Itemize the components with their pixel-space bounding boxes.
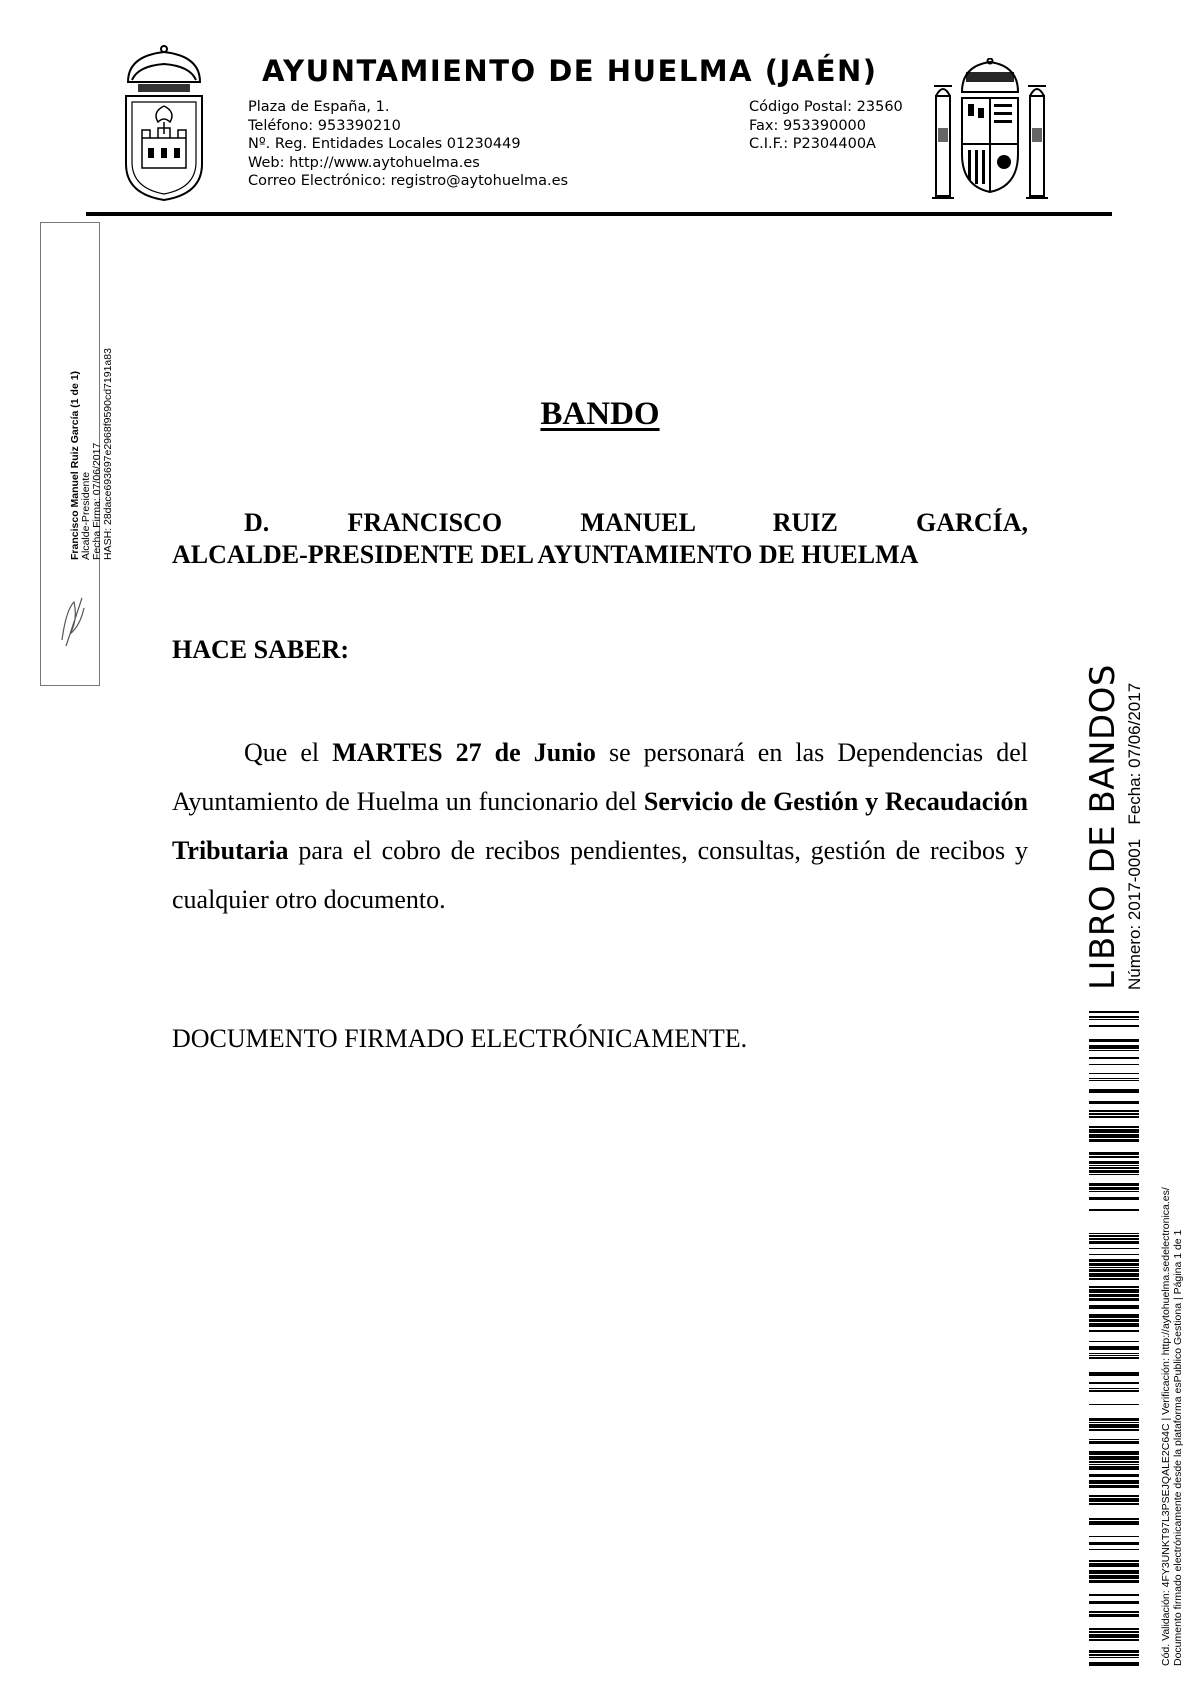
barcode-bar (1089, 1259, 1139, 1262)
barcode-bar (1089, 1657, 1139, 1658)
barcode-bar (1089, 1089, 1139, 1093)
barcode-bar (1089, 1209, 1139, 1211)
barcode-bar (1089, 1485, 1139, 1488)
barcode-bar (1089, 1474, 1139, 1477)
barcode-bar (1089, 1064, 1139, 1065)
barcode-bar (1089, 1187, 1139, 1190)
barcode-bar (1089, 1382, 1139, 1384)
barcode-bar (1089, 1542, 1139, 1545)
barcode-bar (1089, 1650, 1139, 1653)
barcode-bar (1089, 1319, 1139, 1322)
barcode-bar (1089, 1662, 1139, 1666)
barcode-bar (1089, 1126, 1139, 1128)
barcode-bar (1089, 1025, 1139, 1027)
barcode-bar (1089, 1580, 1139, 1583)
barcode-bar (1089, 1503, 1139, 1505)
registry-date: Fecha: 07/06/2017 (1125, 682, 1144, 825)
para-text-2: se personará en las Dependencias del Ayuntamiento de Huelma un funcionario del (172, 738, 1028, 816)
barcode-bar (1089, 1639, 1139, 1641)
barcode-bar (1089, 1390, 1139, 1392)
barcode-bar (1089, 1441, 1139, 1444)
barcode-bar (1089, 1404, 1139, 1405)
barcode-bar (1089, 1080, 1139, 1081)
verification-text (1160, 1187, 1184, 1666)
barcode-bar (1089, 1631, 1139, 1633)
barcode-bar (1089, 1139, 1139, 1142)
barcode-bar (1089, 1045, 1139, 1049)
barcode-bar (1089, 1286, 1139, 1288)
barcode-bar (1089, 1346, 1139, 1350)
barcode-bar (1089, 1183, 1139, 1186)
barcode-bar (1089, 1353, 1139, 1354)
huelma-coat-of-arms (118, 44, 210, 204)
stamp-signer: Francisco Manuel Ruiz García (1 de 1) (69, 370, 81, 560)
barcode-bar (1089, 1594, 1139, 1596)
barcode-bar (1089, 1330, 1139, 1332)
barcode-bar (1089, 1323, 1139, 1327)
barcode-bar (1089, 1495, 1139, 1497)
barcode-bar (1089, 1451, 1139, 1455)
registry-number: Número: 2017-0001 (1125, 838, 1144, 990)
barcode-bar (1089, 1536, 1139, 1537)
barcode-bar (1089, 1601, 1139, 1604)
mayor-heading (172, 507, 1028, 571)
barcode-bar (1089, 1057, 1139, 1059)
barcode-bar (1089, 1464, 1139, 1465)
verification-line-1: Cód. Validación: 4FY3UNKT97L3PSEJQALE2C64C | Verificación: http://aytohuelma.sedelectronica.es/ (1160, 1187, 1172, 1666)
barcode-bar (1089, 1560, 1139, 1562)
barcode-bar (1089, 1116, 1139, 1118)
barcode-bar (1089, 1233, 1139, 1234)
para-date: MARTES 27 de Junio (332, 738, 596, 767)
barcode-bar (1089, 1654, 1139, 1656)
barcode-bar (1089, 1273, 1139, 1277)
barcode-bar (1089, 1156, 1139, 1158)
contact-left (248, 98, 568, 191)
barcode-bar (1089, 1634, 1139, 1638)
barcode-bar (1089, 1357, 1139, 1359)
registry-book-label: LIBRO DE BANDOS (1083, 663, 1123, 990)
barcode-bar (1089, 1073, 1139, 1074)
stamp-date: Fecha Firma: 07/06/2017 (91, 442, 103, 560)
barcode-bar (1089, 1248, 1139, 1249)
barcode-bar (1089, 1614, 1139, 1617)
barcode-bar (1089, 1521, 1139, 1525)
verification-line-2: Documento firmado electrónicamente desde la plataforma esPublico Gestiona | Página 1 de 1 (1172, 1229, 1184, 1666)
barcode-bar (1089, 1269, 1139, 1272)
barcode-bar (1089, 1518, 1139, 1520)
local-entity-registry: Nº. Reg. Entidades Locales 01230449 (248, 136, 521, 152)
barcode-bar (1089, 1039, 1139, 1042)
stamp-role: Alcalde-Presidente (80, 471, 92, 560)
barcode-bar (1089, 1429, 1139, 1431)
cif: C.I.F.: P2304400A (749, 136, 876, 152)
address: Plaza de España, 1. (248, 99, 390, 115)
barcode-bar (1089, 1480, 1139, 1484)
barcode-bar (1089, 1129, 1139, 1133)
barcode-bar (1089, 1422, 1139, 1423)
barcode-bar (1089, 1611, 1139, 1613)
registry-book-meta (1125, 683, 1145, 990)
announcement-paragraph (172, 728, 1028, 924)
barcode-bar (1089, 1165, 1139, 1166)
barcode-bar (1089, 1294, 1139, 1297)
email: Correo Electrónico: registro@aytohuelma.es (248, 173, 569, 189)
barcode-bar (1089, 1267, 1139, 1268)
barcode-bar (1089, 1314, 1139, 1318)
contact-right (749, 98, 903, 154)
para-text-3: para el cobro de recibos pendientes, consultas, gestión de recibos y cualquier otro documento. (172, 836, 1028, 914)
barcode-bar (1089, 1016, 1139, 1018)
barcode-bar (1089, 1235, 1139, 1237)
barcode-bar (1089, 1152, 1139, 1155)
barcode-bar (1089, 1549, 1139, 1550)
barcode-bar (1089, 1167, 1139, 1169)
barcode-bar (1089, 1241, 1139, 1244)
barcode-bar (1089, 1305, 1139, 1309)
barcode-bar (1089, 1110, 1139, 1112)
barcode-bar (1089, 1174, 1139, 1175)
phone: Teléfono: 953390210 (248, 117, 401, 134)
barcode-bar (1089, 1456, 1139, 1460)
para-service: Servicio de Gestión y Recaudación Tributaria (172, 787, 1028, 865)
barcode-bar (1089, 1570, 1139, 1574)
document-title: BANDO (540, 396, 660, 432)
barcode-bar (1089, 1011, 1139, 1013)
header-divider (86, 212, 1112, 216)
mayor-title: ALCALDE-PRESIDENTE DEL AYUNTAMIENTO DE HUELMA (172, 540, 919, 569)
spain-coat-of-arms (932, 58, 1048, 206)
barcode-bar (1089, 1563, 1139, 1567)
mayor-name: D. FRANCISCO MANUEL RUIZ GARCÍA, (244, 508, 1028, 537)
barcode-bar (1089, 1439, 1139, 1440)
barcode-bar (1089, 1289, 1139, 1293)
barcode-bar (1089, 1498, 1139, 1502)
postal-code: Código Postal: 23560 (749, 99, 903, 115)
barcode-bar (1089, 1238, 1139, 1240)
header-title: AYUNTAMIENTO DE HUELMA (JAÉN) (262, 54, 878, 88)
barcode-bar (1089, 1197, 1139, 1200)
barcode-bar (1089, 1170, 1139, 1173)
barcode-bar (1089, 1355, 1139, 1356)
barcode-bar (1089, 1050, 1139, 1051)
barcode-bar (1089, 1278, 1139, 1280)
barcode-bar (1089, 1418, 1139, 1421)
barcode-bar (1089, 1388, 1139, 1389)
barcode-bar (1089, 1019, 1139, 1020)
barcode-bar (1089, 1575, 1139, 1579)
barcode-bar (1089, 1161, 1139, 1164)
barcode-bar (1089, 1101, 1139, 1104)
stamp-hash: HASH: 28dace693697e2968f9590cd7191a83 (102, 348, 114, 560)
website: Web: http://www.aytohuelma.es (248, 154, 480, 171)
barcode-bar (1089, 1191, 1139, 1192)
barcode-bar (1089, 1078, 1139, 1079)
barcode-bar (1089, 1424, 1139, 1428)
validation-barcode (1089, 1011, 1139, 1666)
barcode-bar (1089, 1254, 1139, 1255)
fax: Fax: 953390000 (749, 117, 866, 134)
barcode-bar (1089, 1263, 1139, 1266)
hace-saber: HACE SABER: (172, 635, 349, 664)
barcode-bar (1089, 1628, 1139, 1630)
signature-scribble-icon (52, 590, 92, 650)
barcode-bar (1089, 1298, 1139, 1301)
barcode-bar (1089, 1461, 1139, 1463)
barcode-bar (1089, 1134, 1139, 1138)
barcode-bar (1089, 1466, 1139, 1470)
para-text-1: Que el (244, 738, 333, 767)
barcode-bar (1089, 1113, 1139, 1115)
barcode-bar (1089, 1341, 1139, 1342)
electronic-signature-note: DOCUMENTO FIRMADO ELECTRÓNICAMENTE. (172, 1024, 748, 1053)
barcode-bar (1089, 1372, 1139, 1376)
